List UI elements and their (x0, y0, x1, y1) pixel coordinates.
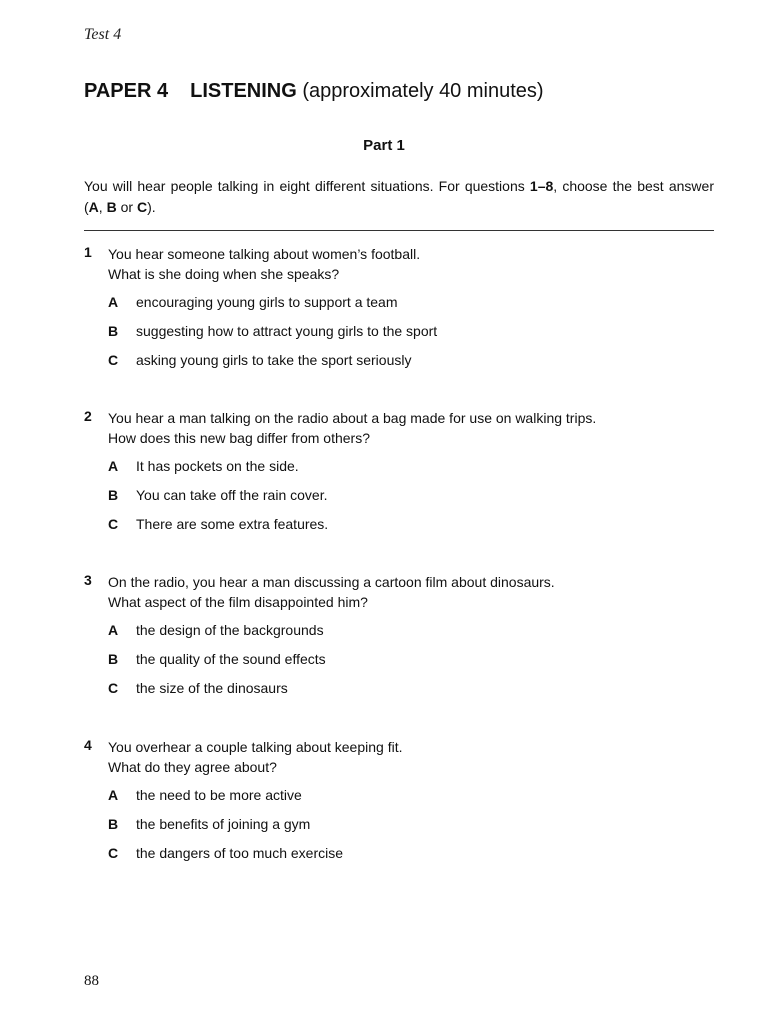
question-prompt: What is she doing when she speaks? (108, 266, 340, 282)
option-a (108, 456, 299, 476)
question-stem (108, 244, 708, 284)
question-range: 1–8 (529, 178, 554, 194)
option-letter: C (108, 516, 119, 532)
option-letter: A (108, 622, 119, 638)
option-text: the dangers of too much exercise (136, 845, 344, 861)
question-number: 4 (84, 737, 92, 753)
option-c (108, 514, 328, 534)
option-letter: A (108, 294, 119, 310)
option-b (108, 649, 326, 669)
option-text: the benefits of joining a gym (136, 816, 311, 832)
part-title: Part 1 (363, 137, 405, 154)
instructions-text: You will hear people talking in eight different situations. For questions (84, 178, 530, 194)
option-letter: C (108, 680, 119, 696)
page-number: 88 (84, 973, 99, 989)
question-prompt: What do they agree about? (108, 759, 277, 775)
option-text: There are some extra features. (136, 516, 329, 532)
option-a (108, 620, 324, 640)
option-b (108, 485, 327, 505)
option-a (108, 785, 302, 805)
question-prompt: How does this new bag differ from others? (108, 430, 370, 446)
divider-rule (84, 230, 714, 231)
instructions-separator: , (98, 199, 107, 215)
option-text: You can take off the rain cover. (136, 487, 328, 503)
instructions-text: ). (147, 199, 156, 215)
question-prompt: What aspect of the film disappointed him? (108, 594, 368, 610)
question-stem (108, 737, 708, 777)
option-b (108, 814, 310, 834)
instructions (84, 176, 714, 218)
option-letter: B (108, 651, 119, 667)
option-letter: B (108, 816, 119, 832)
option-text: asking young girls to take the sport seriously (136, 352, 412, 368)
option-letter: B (108, 323, 119, 339)
paper-number: PAPER 4 (84, 80, 169, 102)
option-text: the need to be more active (136, 787, 302, 803)
question-context: You overhear a couple talking about keeping fit. (108, 739, 403, 755)
answer-letter-a: A (88, 199, 99, 215)
paper-title (84, 80, 544, 103)
option-text: the quality of the sound effects (136, 651, 326, 667)
question-context: You hear a man talking on the radio about a bag made for use on walking trips. (108, 410, 597, 426)
question-number: 3 (84, 572, 92, 588)
question-context: You hear someone talking about women’s football. (108, 246, 421, 262)
answer-letter-c: C (136, 199, 148, 215)
question-number: 2 (84, 408, 92, 424)
option-c (108, 350, 411, 370)
option-letter: A (108, 458, 119, 474)
option-c (108, 843, 343, 863)
option-a (108, 292, 398, 312)
option-text: the size of the dinosaurs (136, 680, 288, 696)
option-b (108, 321, 437, 341)
option-text: It has pockets on the side. (136, 458, 299, 474)
instructions-text: , choose the best answer ( (84, 178, 714, 215)
option-letter: C (108, 845, 119, 861)
answer-letter-b: B (106, 199, 117, 215)
option-text: the design of the backgrounds (136, 622, 324, 638)
instructions-separator: or (116, 199, 137, 215)
question-context: On the radio, you hear a man discussing a cartoon film about dinosaurs. (108, 574, 555, 590)
question-stem (108, 408, 708, 448)
option-letter: A (108, 787, 119, 803)
option-text: suggesting how to attract young girls to the sport (136, 323, 438, 339)
option-letter: C (108, 352, 119, 368)
option-letter: B (108, 487, 119, 503)
question-stem (108, 572, 708, 612)
running-head: Test 4 (84, 26, 122, 43)
question-number: 1 (84, 244, 92, 260)
option-text: encouraging young girls to support a team (136, 294, 398, 310)
option-c (108, 678, 288, 698)
paper-name: LISTENING (190, 80, 297, 102)
paper-duration: (approximately 40 minutes) (302, 80, 544, 102)
